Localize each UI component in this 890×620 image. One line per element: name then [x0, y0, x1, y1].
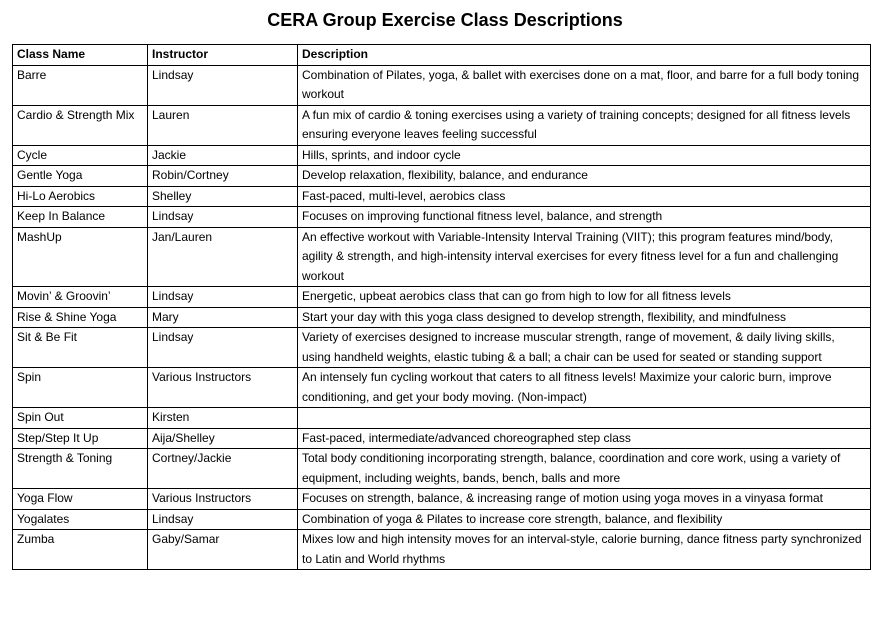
instructor-cell: Lindsay [148, 328, 298, 368]
description-cell [298, 408, 871, 429]
class-name-cell: Keep In Balance [13, 207, 148, 228]
table-row [13, 227, 871, 287]
description-cell: Start your day with this yoga class designed to develop strength, flexibility, and mindfulness [298, 307, 871, 328]
class-name-cell: Step/Step It Up [13, 428, 148, 449]
instructor-cell: Lindsay [148, 509, 298, 530]
table-row [13, 509, 871, 530]
class-name-cell: Sit & Be Fit [13, 328, 148, 368]
description-cell: Energetic, upbeat aerobics class that can go from high to low for all fitness levels [298, 287, 871, 308]
description-cell: Fast-paced, multi-level, aerobics class [298, 186, 871, 207]
table-row [13, 530, 871, 570]
description-cell: Combination of yoga & Pilates to increase core strength, balance, and flexibility [298, 509, 871, 530]
description-cell: Mixes low and high intensity moves for an interval-style, calorie burning, dance fitness party synchronized to Latin and World rhythms [298, 530, 871, 570]
instructor-cell: Gaby/Samar [148, 530, 298, 570]
description-cell: An effective workout with Variable-Intensity Interval Training (VIIT); this program features mind/body, agility & strength, and high-intensity interval exercises for every fitness level for a fun and challenging workout [298, 227, 871, 287]
instructor-cell: Lindsay [148, 287, 298, 308]
class-name-cell: Yogalates [13, 509, 148, 530]
header-description: Description [298, 45, 871, 66]
instructor-cell: Jackie [148, 145, 298, 166]
class-name-cell: Rise & Shine Yoga [13, 307, 148, 328]
table-row [13, 408, 871, 429]
class-name-cell: Spin Out [13, 408, 148, 429]
table-row [13, 166, 871, 187]
description-cell: Total body conditioning incorporating strength, balance, coordination and core work, using a variety of equipment, including weights, bands, bench, balls and more [298, 449, 871, 489]
document-title: CERA Group Exercise Class Descriptions [267, 10, 623, 30]
instructor-cell: Aija/Shelley [148, 428, 298, 449]
instructor-cell: Various Instructors [148, 489, 298, 510]
table-row [13, 186, 871, 207]
header-instructor: Instructor [148, 45, 298, 66]
class-name-cell: Yoga Flow [13, 489, 148, 510]
description-cell: An intensely fun cycling workout that caters to all fitness levels! Maximize your caloric burn, improve conditioning, and get your body moving. (Non-impact) [298, 368, 871, 408]
instructor-cell: Cortney/Jackie [148, 449, 298, 489]
description-cell: A fun mix of cardio & toning exercises using a variety of training concepts; designed for all fitness levels ensuring everyone leaves feeling successful [298, 105, 871, 145]
description-cell: Hills, sprints, and indoor cycle [298, 145, 871, 166]
header-class-name: Class Name [13, 45, 148, 66]
class-name-cell: MashUp [13, 227, 148, 287]
table-row [13, 489, 871, 510]
description-cell: Fast-paced, intermediate/advanced choreographed step class [298, 428, 871, 449]
class-name-cell: Hi-Lo Aerobics [13, 186, 148, 207]
instructor-cell: Lindsay [148, 65, 298, 105]
table-row [13, 307, 871, 328]
instructor-cell: Lauren [148, 105, 298, 145]
class-name-cell: Spin [13, 368, 148, 408]
table-row [13, 287, 871, 308]
class-name-cell: Movin’ & Groovin’ [13, 287, 148, 308]
table-header-row [13, 45, 871, 66]
description-cell: Develop relaxation, flexibility, balance, and endurance [298, 166, 871, 187]
description-cell: Focuses on improving functional fitness level, balance, and strength [298, 207, 871, 228]
description-cell: Variety of exercises designed to increase muscular strength, range of movement, & daily living skills, using handheld weights, elastic tubing & a ball; a chair can be used for seated or standing support [298, 328, 871, 368]
class-name-cell: Cardio & Strength Mix [13, 105, 148, 145]
instructor-cell: Shelley [148, 186, 298, 207]
instructor-cell: Kirsten [148, 408, 298, 429]
table-row [13, 328, 871, 368]
instructor-cell: Robin/Cortney [148, 166, 298, 187]
instructor-cell: Jan/Lauren [148, 227, 298, 287]
class-name-cell: Gentle Yoga [13, 166, 148, 187]
class-name-cell: Cycle [13, 145, 148, 166]
table-row [13, 105, 871, 145]
instructor-cell: Mary [148, 307, 298, 328]
description-cell: Focuses on strength, balance, & increasing range of motion using yoga moves in a vinyasa format [298, 489, 871, 510]
table-row [13, 449, 871, 489]
class-descriptions-table [12, 44, 871, 570]
class-name-cell: Barre [13, 65, 148, 105]
table-row [13, 145, 871, 166]
table-row [13, 428, 871, 449]
table-row [13, 65, 871, 105]
instructor-cell: Various Instructors [148, 368, 298, 408]
table-row [13, 207, 871, 228]
description-cell: Combination of Pilates, yoga, & ballet with exercises done on a mat, floor, and barre for a full body toning workout [298, 65, 871, 105]
instructor-cell: Lindsay [148, 207, 298, 228]
table-row [13, 368, 871, 408]
class-name-cell: Strength & Toning [13, 449, 148, 489]
class-name-cell: Zumba [13, 530, 148, 570]
